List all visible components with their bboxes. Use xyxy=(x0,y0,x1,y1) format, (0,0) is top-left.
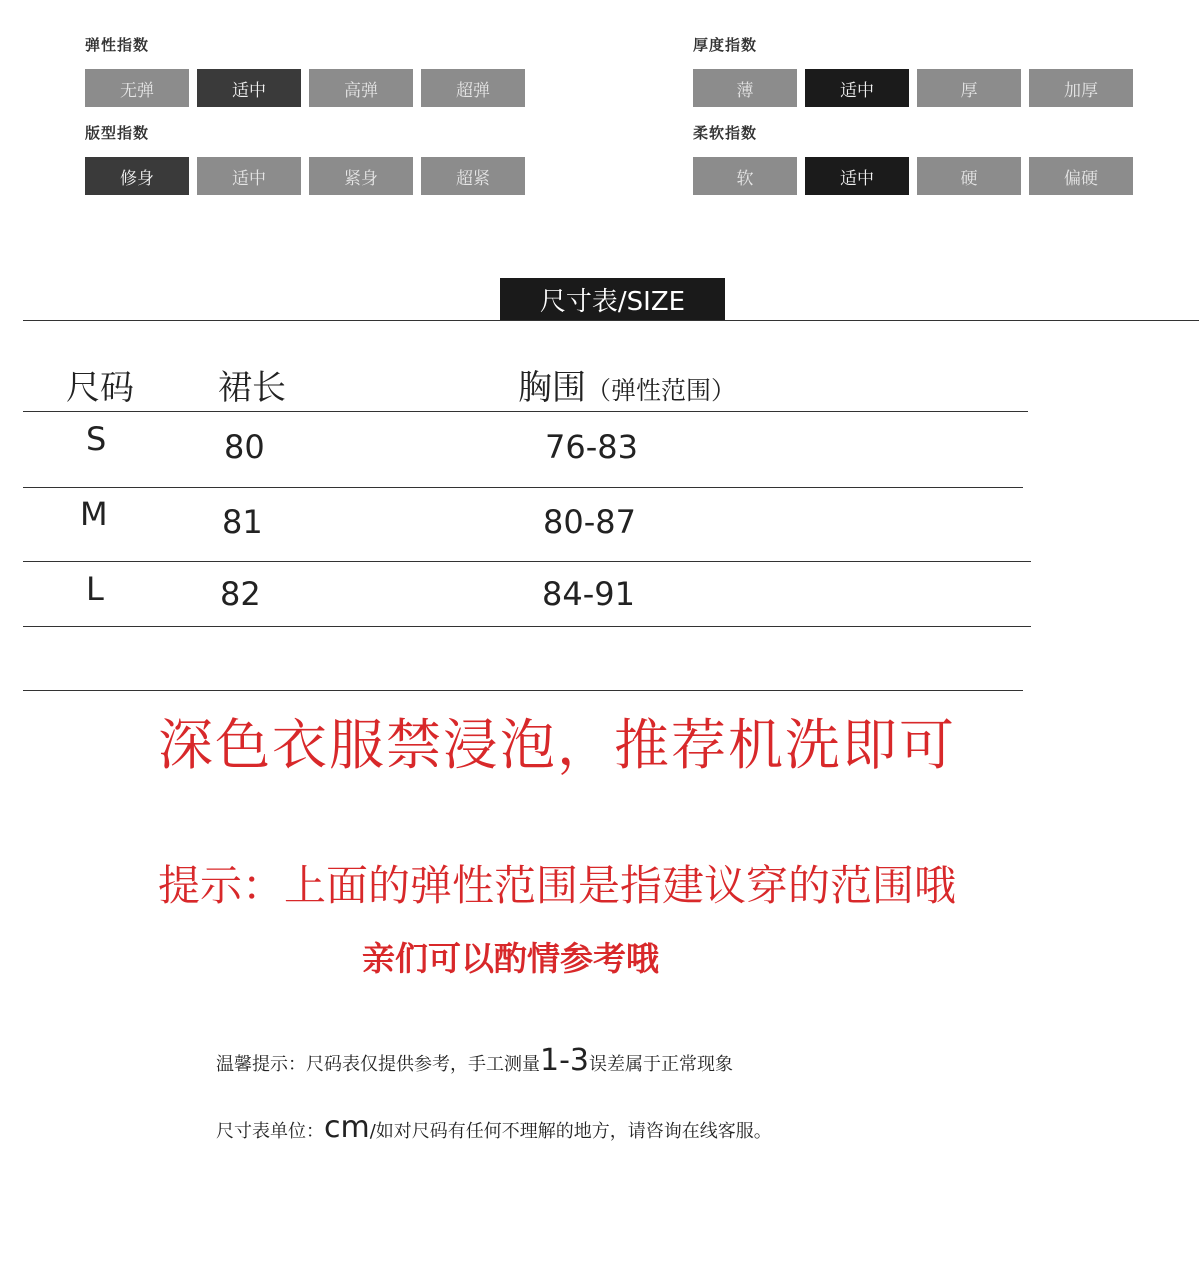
thickness-option: 薄 xyxy=(693,69,797,107)
row-l-length: 82 xyxy=(220,575,261,613)
fit-option: 超紧 xyxy=(421,157,525,195)
fit-option: 适中 xyxy=(197,157,301,195)
softness-option: 硬 xyxy=(917,157,1021,195)
header-bust-note: （弹性范围） xyxy=(586,376,737,405)
row-divider xyxy=(23,626,1031,627)
table-bottom-divider xyxy=(23,690,1023,691)
thickness-option: 厚 xyxy=(917,69,1021,107)
fit-option: 紧身 xyxy=(309,157,413,195)
thickness-index-title: 厚度指数 xyxy=(693,36,758,54)
row-divider xyxy=(23,487,1023,488)
row-l-size: L xyxy=(86,570,104,608)
elasticity-option: 高弹 xyxy=(309,69,413,107)
unit-note-unit: cm xyxy=(324,1110,370,1145)
size-table-top-divider xyxy=(23,320,1199,321)
table-header-divider xyxy=(23,411,1028,412)
row-l-bust: 84-91 xyxy=(542,575,635,613)
elasticity-option-selected: 适中 xyxy=(197,69,301,107)
fit-index xyxy=(85,122,525,195)
row-m-length: 81 xyxy=(222,503,263,541)
warm-tip-range: 1-3 xyxy=(540,1043,589,1078)
softness-index-title: 柔软指数 xyxy=(693,124,758,142)
fit-index-title: 版型指数 xyxy=(85,124,150,142)
warm-tip-suffix: 误差属于正常现象 xyxy=(589,1054,733,1075)
unit-note-suffix: /如对尺码有任何不理解的地方，请咨询在线客服。 xyxy=(369,1121,772,1142)
tip-notice: 提示：上面的弹性范围是指建议穿的范围哦 xyxy=(158,861,957,910)
row-m-bust: 80-87 xyxy=(543,503,636,541)
elasticity-index xyxy=(85,34,525,107)
size-table-tab: 尺寸表/SIZE xyxy=(500,278,725,321)
warm-tip-prefix: 温馨提示：尺码表仅提供参考，手工测量 xyxy=(216,1054,540,1075)
unit-note-prefix: 尺寸表单位： xyxy=(216,1121,324,1142)
elasticity-option: 无弹 xyxy=(85,69,189,107)
row-s-bust: 76-83 xyxy=(545,428,638,466)
softness-option: 软 xyxy=(693,157,797,195)
elasticity-option: 超弹 xyxy=(421,69,525,107)
header-bust-label: 胸围 xyxy=(518,368,586,408)
thickness-index xyxy=(693,34,1133,107)
unit-note xyxy=(216,1110,772,1145)
row-divider xyxy=(23,561,1031,562)
softness-index xyxy=(693,122,1133,195)
warm-tip xyxy=(216,1043,733,1078)
header-size: 尺码 xyxy=(66,368,134,408)
row-m-size: M xyxy=(80,495,108,533)
thickness-option: 加厚 xyxy=(1029,69,1133,107)
header-length: 裙长 xyxy=(218,368,286,408)
care-notice: 深色衣服禁浸泡，推荐机洗即可 xyxy=(158,713,957,777)
row-s-length: 80 xyxy=(224,428,265,466)
thickness-option-selected: 适中 xyxy=(805,69,909,107)
elasticity-index-title: 弹性指数 xyxy=(85,36,150,54)
tip-sub-notice: 亲们可以酌情参考哦 xyxy=(362,939,659,978)
header-bust xyxy=(518,360,736,409)
row-s-size: S xyxy=(86,420,107,458)
softness-option: 偏硬 xyxy=(1029,157,1133,195)
softness-option-selected: 适中 xyxy=(805,157,909,195)
fit-option-selected: 修身 xyxy=(85,157,189,195)
